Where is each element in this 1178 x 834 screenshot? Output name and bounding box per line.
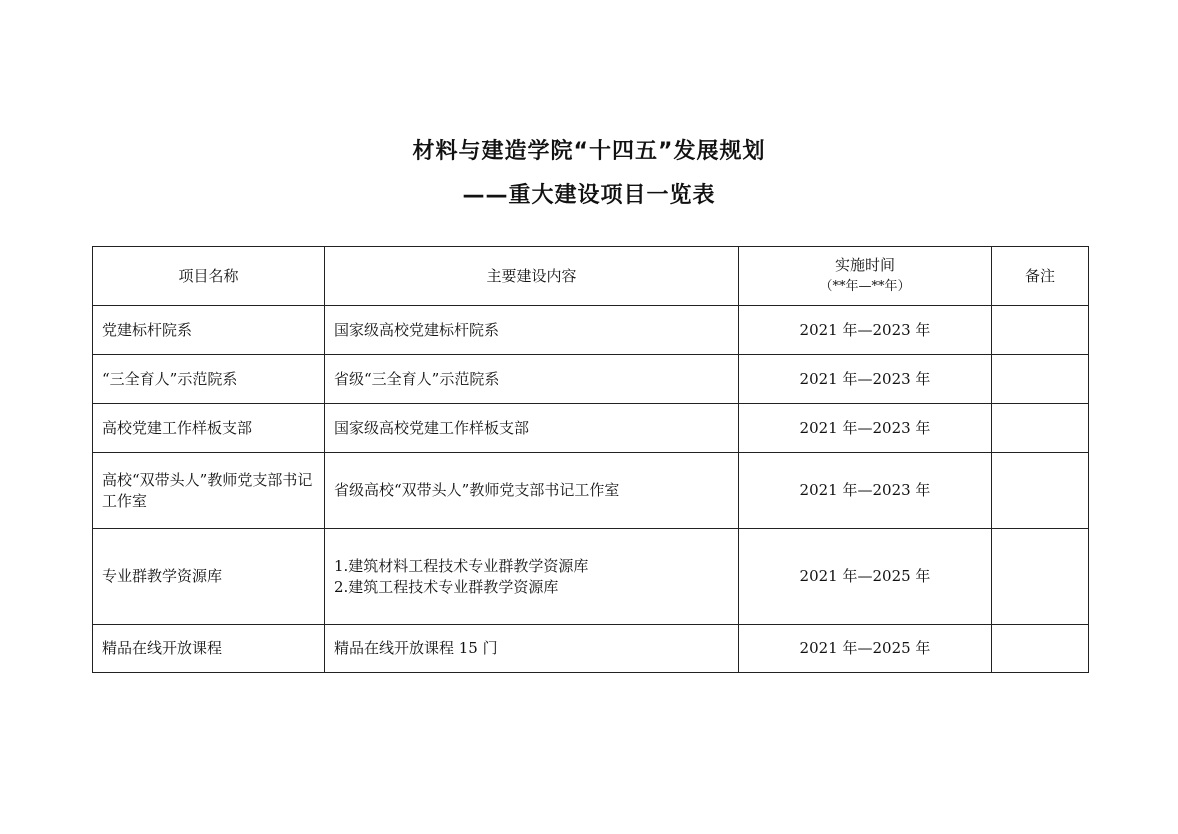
header-remark: 备注 bbox=[992, 247, 1089, 306]
cell-time: 2021 年—2025 年 bbox=[739, 625, 992, 673]
content-line: 1.建筑材料工程技术专业群教学资源库 bbox=[334, 556, 589, 575]
cell-project-name: 专业群教学资源库 bbox=[93, 529, 325, 625]
header-time-unit: （**年—**年） bbox=[819, 279, 911, 294]
header-main-content: 主要建设内容 bbox=[325, 247, 739, 306]
header-implementation-time bbox=[739, 247, 992, 306]
content-line: 2.建筑工程技术专业群教学资源库 bbox=[334, 577, 559, 596]
cell-time: 2021 年—2025 年 bbox=[739, 529, 992, 625]
cell-time: 2021 年—2023 年 bbox=[739, 404, 992, 453]
cell-content: 国家级高校党建工作样板支部 bbox=[325, 404, 739, 453]
cell-remark bbox=[992, 529, 1089, 625]
header-time-label: 实施时间 bbox=[834, 256, 895, 274]
cell-project-name: 高校“双带头人”教师党支部书记工作室 bbox=[93, 453, 325, 529]
cell-content: 省级“三全育人”示范院系 bbox=[325, 355, 739, 404]
cell-remark bbox=[992, 306, 1089, 355]
project-table bbox=[92, 246, 1089, 673]
table-row bbox=[93, 453, 1089, 529]
page-subtitle: ——重大建设项目一览表 bbox=[462, 183, 716, 208]
cell-content bbox=[325, 529, 739, 625]
page-title: 材料与建造学院“十四五”发展规划 bbox=[412, 139, 766, 164]
cell-time: 2021 年—2023 年 bbox=[739, 306, 992, 355]
cell-remark bbox=[992, 625, 1089, 673]
cell-project-name: 高校党建工作样板支部 bbox=[93, 404, 325, 453]
cell-time: 2021 年—2023 年 bbox=[739, 453, 992, 529]
table-header-row bbox=[93, 247, 1089, 306]
cell-project-name: 党建标杆院系 bbox=[93, 306, 325, 355]
table-row bbox=[93, 404, 1089, 453]
cell-remark bbox=[992, 355, 1089, 404]
cell-project-name: 精品在线开放课程 bbox=[93, 625, 325, 673]
cell-project-name: “三全育人”示范院系 bbox=[93, 355, 325, 404]
cell-content: 省级高校“双带头人”教师党支部书记工作室 bbox=[325, 453, 739, 529]
table-row bbox=[93, 355, 1089, 404]
table-row bbox=[93, 625, 1089, 673]
table-row bbox=[93, 529, 1089, 625]
cell-time: 2021 年—2023 年 bbox=[739, 355, 992, 404]
cell-remark bbox=[992, 404, 1089, 453]
cell-content: 精品在线开放课程 15 门 bbox=[325, 625, 739, 673]
cell-content: 国家级高校党建标杆院系 bbox=[325, 306, 739, 355]
cell-remark bbox=[992, 453, 1089, 529]
header-project-name: 项目名称 bbox=[93, 247, 325, 306]
table-row bbox=[93, 306, 1089, 355]
